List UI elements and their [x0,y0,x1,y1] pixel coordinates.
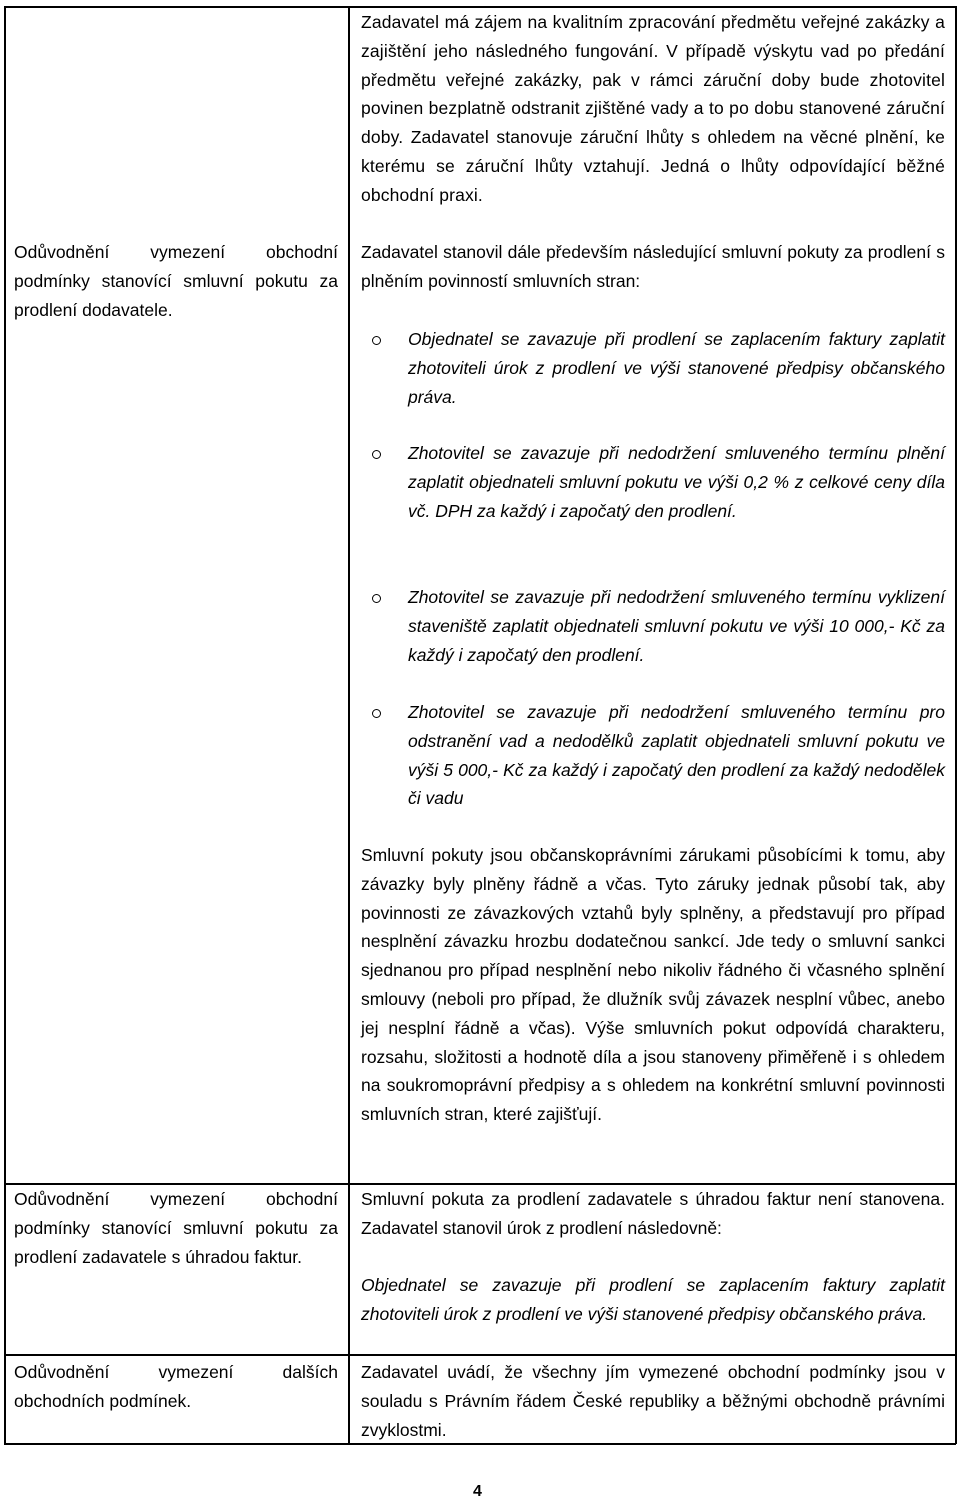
row3-right-text: Zadavatel uvádí, že všechny jím vymezené obchodní podmínky jsou v souladu s Právním řádem České republiky a běžnými obchodně právními zvyklostmi. [361,1362,945,1440]
row2-right-text: Smluvní pokuta za prodlení zadavatele s úhradou faktur není stanovena. Zadavatel stanovil úrok z prodlení následovně: [361,1189,945,1238]
row1-intro-paragraph: Zadavatel má zájem na kvalitním zpracování předmětu veřejné zakázky a zajištění jeho následného fungování. V případě výskytu vad po předání předmětu veřejné zakázky, pak v rámci záruční doby bude zhotovitel povinen bezplatně odstranit zjištěné vady a to po dobu stanovené záruční doby. Zadavatel stanovuje záruční lhůty s ohledem na věcné plnění, ke kterému se záruční lhůty vztahují. Jedná o lhůty odpovídající běžné obchodní praxi. [361,12,945,205]
row3-left-label: Odůvodnění vymezení dalších obchodních podmínek. [14,1362,338,1411]
penalty-item: Objednatel se zavazuje při prodlení se zaplacením faktury zaplatit zhotoviteli úrok z prodlení ve výši stanovené předpisy občanského práva. [408,329,945,407]
bullet-icon [372,594,381,603]
bullet-icon [372,450,381,459]
row2-left-label: Odůvodnění vymezení obchodní podmínky stanovící smluvní pokutu za prodlení zadavatele s úhradou faktur. [14,1189,338,1267]
bullet-icon [372,709,381,718]
page-number: 4 [473,1483,482,1500]
bullet-icon [372,336,381,345]
table-border-left [4,6,6,1444]
table-border-right [955,6,957,1444]
penalty-item: Zhotovitel se zavazuje při nedodržení smluveného termínu plnění zaplatit objednateli smluvní pokutu ve výši 0,2 % z celkové ceny díla vč. DPH za každý i započatý den prodlení. [408,443,945,521]
row1-closing-paragraph: Smluvní pokuty jsou občanskoprávními zárukami působícími k tomu, aby závazky byly plněny řádně a včas. Tyto záruky jednak působí tak, aby povinnosti ze závazkových vztahů byly splněny, a představují pro případ nesplnění závazku hrozbu dodatečnou sankcí. Jde tedy o smluvní sankci sjednanou pro případ nesplnění nebo nikoliv řádného či včasného splnění smlouvy (neboli pro případ, že dlužník svůj závazek nesplní vůbec, anebo jej nesplní řádně a včas). Výše smluvních pokut odpovídá charakteru, rozsahu, složitosti a hodnotě díla a jsou stanoveny přiměřeně i s ohledem na soukromoprávní předpisy a s ohledem na konkrétní smluvní povinnosti smluvních stran, které zajišťují. [361,845,945,1125]
row2-interest-clause: Objednatel se zavazuje při prodlení se zaplacením faktury zaplatit zhotoviteli úrok z prodlení ve výši stanovené předpisy občanského práva. [361,1275,945,1324]
row1-penalties-intro: Zadavatel stanovil dále především následující smluvní pokuty za prodlení s plněním povinností smluvních stran: [361,242,945,291]
table-border-middle [348,6,350,1444]
row1-left-label: Odůvodnění vymezení obchodní podmínky stanovící smluvní pokutu za prodlení dodavatele. [14,242,338,320]
penalty-item: Zhotovitel se zavazuje při nedodržení smluveného termínu vyklizení staveniště zaplatit objednateli smluvní pokutu ve výši 10 000,- Kč za každý i započatý den prodlení. [408,587,945,665]
row-divider-2 [4,1354,956,1356]
penalty-item: Zhotovitel se zavazuje při nedodržení smluveného termínu pro odstranění vad a nedodělků zaplatit objednateli smluvní pokutu ve výši 5 000,- Kč za každý i započatý den prodlení za každý nedodělek či vadu [408,702,945,809]
